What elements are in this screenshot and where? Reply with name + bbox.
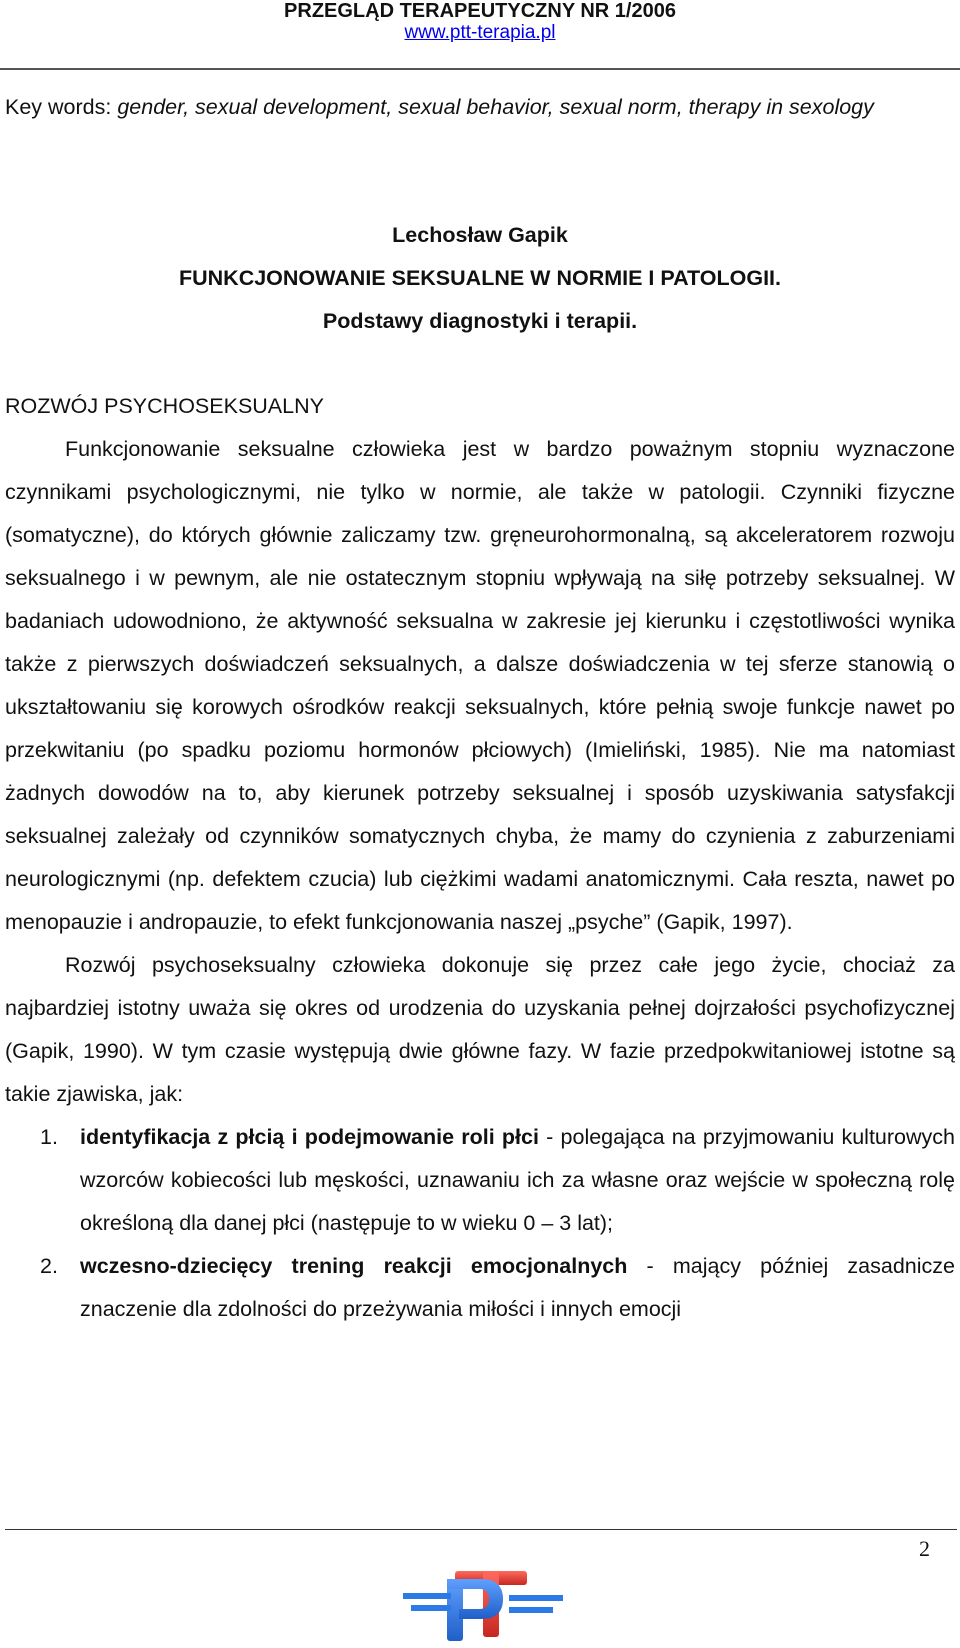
section-heading: ROZWÓJ PSYCHOSEKSUALNY: [5, 394, 324, 418]
list-item-text: - polegająca na przyjmowaniu kulturowych wzorców kobiecości lub męskości, uznawaniu ich za własne oraz wejście w społeczną rolę określoną dla danej płci (następuje to w wieku 0 – 3 lat);: [80, 1125, 955, 1235]
footer-divider: [5, 1529, 957, 1530]
list-item-term: identyfikacja z płcią i podejmowanie roli płci: [80, 1125, 539, 1149]
keywords-label: Key words:: [5, 95, 112, 119]
article-title: FUNKCJONOWANIE SEKSUALNE W NORMIE I PATOLOGII.: [178, 266, 782, 290]
journal-title: PRZEGLĄD TERAPEUTYCZNY NR 1/2006: [284, 0, 676, 22]
journal-logo: [403, 1565, 563, 1643]
pt-logo-icon: [403, 1565, 563, 1643]
list-item: [5, 1245, 955, 1331]
keywords-line: [5, 86, 955, 129]
article-author: Lechosław Gapik: [392, 223, 568, 247]
list-item-number: 2.: [40, 1254, 58, 1278]
list-item-term: wczesno-dziecięcy trening reakcji emocjonalnych: [80, 1254, 628, 1278]
paragraph-2: Rozwój psychoseksualny człowieka dokonuje się przez całe jego życie, chociaż za najbardziej istotny uważa się okres od urodzenia do uzyskania pełnej dojrzałości psychofizycznej (Gapik, 1990). W tym czasie występują dwie główne fazy. W fazie przedpokwitaniowej istotne są takie zjawiska, jak:: [5, 953, 955, 1106]
article-title-block: [0, 214, 960, 343]
page-number: 2: [919, 1536, 930, 1561]
article-subtitle: Podstawy diagnostyki i terapii.: [322, 309, 638, 333]
page-header: [0, 0, 960, 44]
paragraph-1: Funkcjonowanie seksualne człowieka jest w bardzo poważnym stopniu wyznaczone czynnikami psychologicznymi, nie tylko w normie, ale także w patologii. Czynniki fizyczne (somatyczne), do których głównie zaliczamy tzw. gręneurohormonalną, są akceleratorem rozwoju seksualnego i w pewnym, ale nie ostatecznym stopniu wpływają na siłę potrzeby seksualnej. W badaniach udowodniono, że aktywność seksualna w zakresie jej kierunku i częstotliwości wynika także z pierwszych doświadczeń seksualnych, a dalsze doświadczenia w tej sferze stanowią o ukształtowaniu się korowych ośrodków reakcji seksualnych, które pełnią swoje funkcje nawet po przekwitaniu (po spadku poziomu hormonów płciowych) (Imieliński, 1985). Nie ma natomiast żadnych dowodów na to, aby kierunek potrzeby seksualnej i sposób uzyskiwania satysfakcji seksualnej zależały od czynników somatycznych chyba, że mamy do czynienia z zaburzeniami neurologicznymi (np. defektem czucia) lub ciężkimi wadami anatomicznymi. Cała reszta, nawet po menopauzie i andropauzie, to efekt funkcjonowania naszej „psyche” (Gapik, 1997).: [5, 437, 955, 934]
journal-url-link[interactable]: www.ptt-terapia.pl: [404, 22, 556, 43]
phenomena-list: [5, 1116, 955, 1331]
article-body: [5, 428, 955, 1331]
list-item-number: 1.: [40, 1125, 58, 1149]
list-item-text: - mający później zasadnicze znaczenie dla zdolności do przeżywania miłości i innych emocji: [80, 1254, 955, 1321]
keywords-terms: gender, sexual development, sexual behavior, sexual norm, therapy in sexology: [117, 95, 874, 119]
header-divider: [0, 68, 960, 70]
list-item: [5, 1116, 955, 1245]
